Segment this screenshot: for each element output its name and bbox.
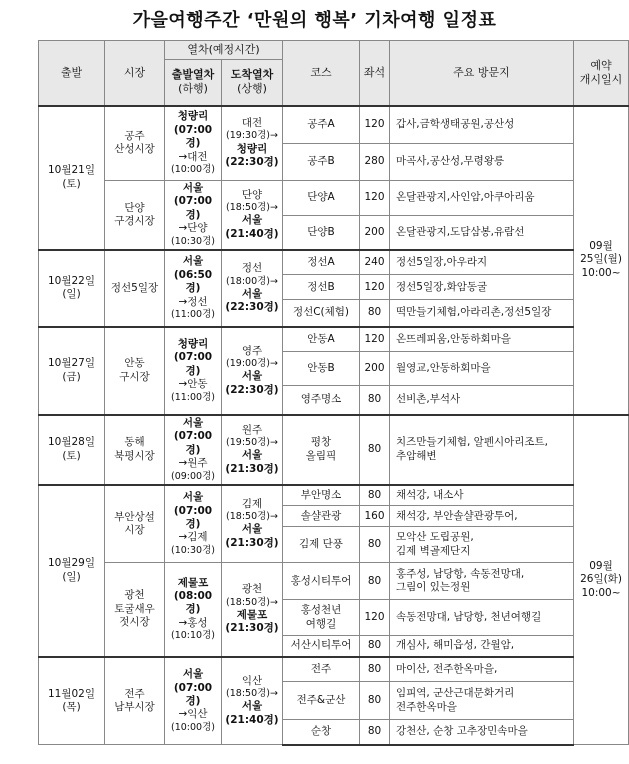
market-cell: 단양 구경시장 bbox=[105, 181, 165, 250]
arr-train-cell: 단양 (18:50경)→ 서울 (21:40경) bbox=[222, 181, 283, 250]
page-title: 가을여행주간 ‘만원의 행복’ 기차여행 일정표 bbox=[132, 10, 497, 31]
market-cell: 정선5일장 bbox=[105, 250, 165, 327]
header-dep-train: 출발열차 (하행) bbox=[165, 60, 222, 106]
course-name: 정선B bbox=[283, 275, 360, 300]
course-name: 공주A bbox=[283, 106, 360, 144]
header-train-group: 열차(예정시간) bbox=[165, 41, 283, 60]
dep-train-cell: 서울 (06:50경) →정선 (11:00경) bbox=[165, 250, 222, 327]
arr-train-cell: 대전 (19:30경)→ 청량리 (22:30경) bbox=[222, 106, 283, 181]
course-places: 온뜨레피움,안동하회마을 bbox=[390, 327, 574, 352]
dep-train-cell: 청량리 (07:00경) →대전 (10:00경) bbox=[165, 106, 222, 181]
course-seats: 80 bbox=[360, 682, 390, 720]
schedule-table bbox=[38, 40, 629, 746]
course-places: 치즈만들기체험, 알펜시아리조트, 추암해변 bbox=[390, 415, 574, 485]
market-cell: 광천 토굴새우 젓시장 bbox=[105, 563, 165, 657]
course-places: 온달관광지,도담삼봉,유람선 bbox=[390, 215, 574, 250]
date-cell: 10월27일 (금) bbox=[39, 327, 105, 415]
dep-train-cell: 서울 (07:00경) →익산 (10:00경) bbox=[165, 657, 222, 745]
market-cell: 동해 북평시장 bbox=[105, 415, 165, 485]
dep-train-cell: 제물포 (08:00경) →홍성 (10:10경) bbox=[165, 563, 222, 657]
course-name: 김제 단풍 bbox=[283, 527, 360, 563]
arr-train-cell: 김제 (18:50경)→ 서울 (21:30경) bbox=[222, 485, 283, 563]
course-name: 솔샬관광 bbox=[283, 506, 360, 527]
header-market: 시장 bbox=[105, 41, 165, 106]
course-seats: 200 bbox=[360, 352, 390, 386]
course-places: 정선5일장,아우라지 bbox=[390, 250, 574, 275]
header-seats: 좌석 bbox=[360, 41, 390, 106]
course-name: 순창 bbox=[283, 720, 360, 745]
course-name: 정선C(체험) bbox=[283, 300, 360, 327]
course-places: 모악산 도립공원, 김제 벽골제단지 bbox=[390, 527, 574, 563]
course-places: 개심사, 해미읍성, 간월암, bbox=[390, 636, 574, 657]
arr-train-cell: 원주 (19:50경)→ 서울 (21:30경) bbox=[222, 415, 283, 485]
header-booking: 예약 개시일시 bbox=[574, 41, 629, 106]
course-name: 서산시티투어 bbox=[283, 636, 360, 657]
course-places: 마이산, 전주한옥마을, bbox=[390, 657, 574, 682]
course-seats: 80 bbox=[360, 563, 390, 600]
course-places: 임피역, 군산근대문화거리 전주한옥마을 bbox=[390, 682, 574, 720]
date-cell: 10월22일 (일) bbox=[39, 250, 105, 327]
course-places: 선비촌,부석사 bbox=[390, 386, 574, 415]
course-places: 떡만들기체험,아라리촌,정선5일장 bbox=[390, 300, 574, 327]
course-name: 공주B bbox=[283, 144, 360, 181]
course-places: 온달관광지,사인암,아쿠아리움 bbox=[390, 181, 574, 216]
course-seats: 80 bbox=[360, 300, 390, 327]
course-seats: 160 bbox=[360, 506, 390, 527]
course-places: 속동전망대, 남당항, 천년여행길 bbox=[390, 600, 574, 636]
header-date: 출발 bbox=[39, 41, 105, 106]
course-name: 평창 올림픽 bbox=[283, 415, 360, 485]
booking-cell: 09월 25일(월) 10:00~ bbox=[574, 106, 629, 415]
date-cell: 10월21일 (토) bbox=[39, 106, 105, 250]
course-name: 단양A bbox=[283, 181, 360, 216]
dep-train-cell: 청량리 (07:00경) →안동 (11:00경) bbox=[165, 327, 222, 415]
course-seats: 80 bbox=[360, 657, 390, 682]
course-seats: 120 bbox=[360, 327, 390, 352]
header-course: 코스 bbox=[283, 41, 360, 106]
course-seats: 280 bbox=[360, 144, 390, 181]
course-name: 정선A bbox=[283, 250, 360, 275]
course-name: 단양B bbox=[283, 215, 360, 250]
dep-train-cell: 서울 (07:00경) →원주 (09:00경) bbox=[165, 415, 222, 485]
arr-train-cell: 영주 (19:00경)→ 서울 (22:30경) bbox=[222, 327, 283, 415]
course-name: 영주명소 bbox=[283, 386, 360, 415]
dep-train-cell: 서울 (07:00경) →단양 (10:30경) bbox=[165, 181, 222, 250]
course-seats: 80 bbox=[360, 720, 390, 745]
arr-train-cell: 정선 (18:00경)→ 서울 (22:30경) bbox=[222, 250, 283, 327]
date-cell: 10월29일 (일) bbox=[39, 485, 105, 657]
date-cell: 10월28일 (토) bbox=[39, 415, 105, 485]
dep-train-cell: 서울 (07:00경) →김제 (10:30경) bbox=[165, 485, 222, 563]
market-cell: 공주 산성시장 bbox=[105, 106, 165, 181]
course-places: 정선5일장,화암동굴 bbox=[390, 275, 574, 300]
date-cell: 11월02일 (목) bbox=[39, 657, 105, 745]
course-places: 마곡사,공산성,무령왕릉 bbox=[390, 144, 574, 181]
course-places: 홍주성, 남당항, 속동전망대, 그림이 있는정원 bbox=[390, 563, 574, 600]
course-name: 전주 bbox=[283, 657, 360, 682]
course-seats: 200 bbox=[360, 215, 390, 250]
arr-train-cell: 광천 (18:50경)→ 제물포 (21:30경) bbox=[222, 563, 283, 657]
course-places: 채석강, 부안솔샬관광투어, bbox=[390, 506, 574, 527]
course-seats: 80 bbox=[360, 415, 390, 485]
course-seats: 80 bbox=[360, 636, 390, 657]
course-name: 안동B bbox=[283, 352, 360, 386]
course-name: 홍성시티투어 bbox=[283, 563, 360, 600]
course-places: 강천산, 순창 고추장민속마을 bbox=[390, 720, 574, 745]
market-cell: 전주 남부시장 bbox=[105, 657, 165, 745]
market-cell: 부안상설 시장 bbox=[105, 485, 165, 563]
course-seats: 120 bbox=[360, 275, 390, 300]
course-places: 갑사,금학생태공원,공산성 bbox=[390, 106, 574, 144]
course-seats: 80 bbox=[360, 527, 390, 563]
course-places: 채석강, 내소사 bbox=[390, 485, 574, 506]
course-seats: 120 bbox=[360, 106, 390, 144]
course-seats: 120 bbox=[360, 600, 390, 636]
course-places: 월영교,안동하회마을 bbox=[390, 352, 574, 386]
course-seats: 120 bbox=[360, 181, 390, 216]
header-arr-train: 도착열차 (상행) bbox=[222, 60, 283, 106]
course-seats: 80 bbox=[360, 485, 390, 506]
course-name: 홍성천년 여행길 bbox=[283, 600, 360, 636]
header-places: 주요 방문지 bbox=[390, 41, 574, 106]
booking-cell: 09월 26일(화) 10:00~ bbox=[574, 415, 629, 745]
course-seats: 80 bbox=[360, 386, 390, 415]
course-name: 전주&군산 bbox=[283, 682, 360, 720]
course-name: 안동A bbox=[283, 327, 360, 352]
course-seats: 240 bbox=[360, 250, 390, 275]
course-name: 부안명소 bbox=[283, 485, 360, 506]
market-cell: 안동 구시장 bbox=[105, 327, 165, 415]
arr-train-cell: 익산 (18:50경)→ 서울 (21:40경) bbox=[222, 657, 283, 745]
